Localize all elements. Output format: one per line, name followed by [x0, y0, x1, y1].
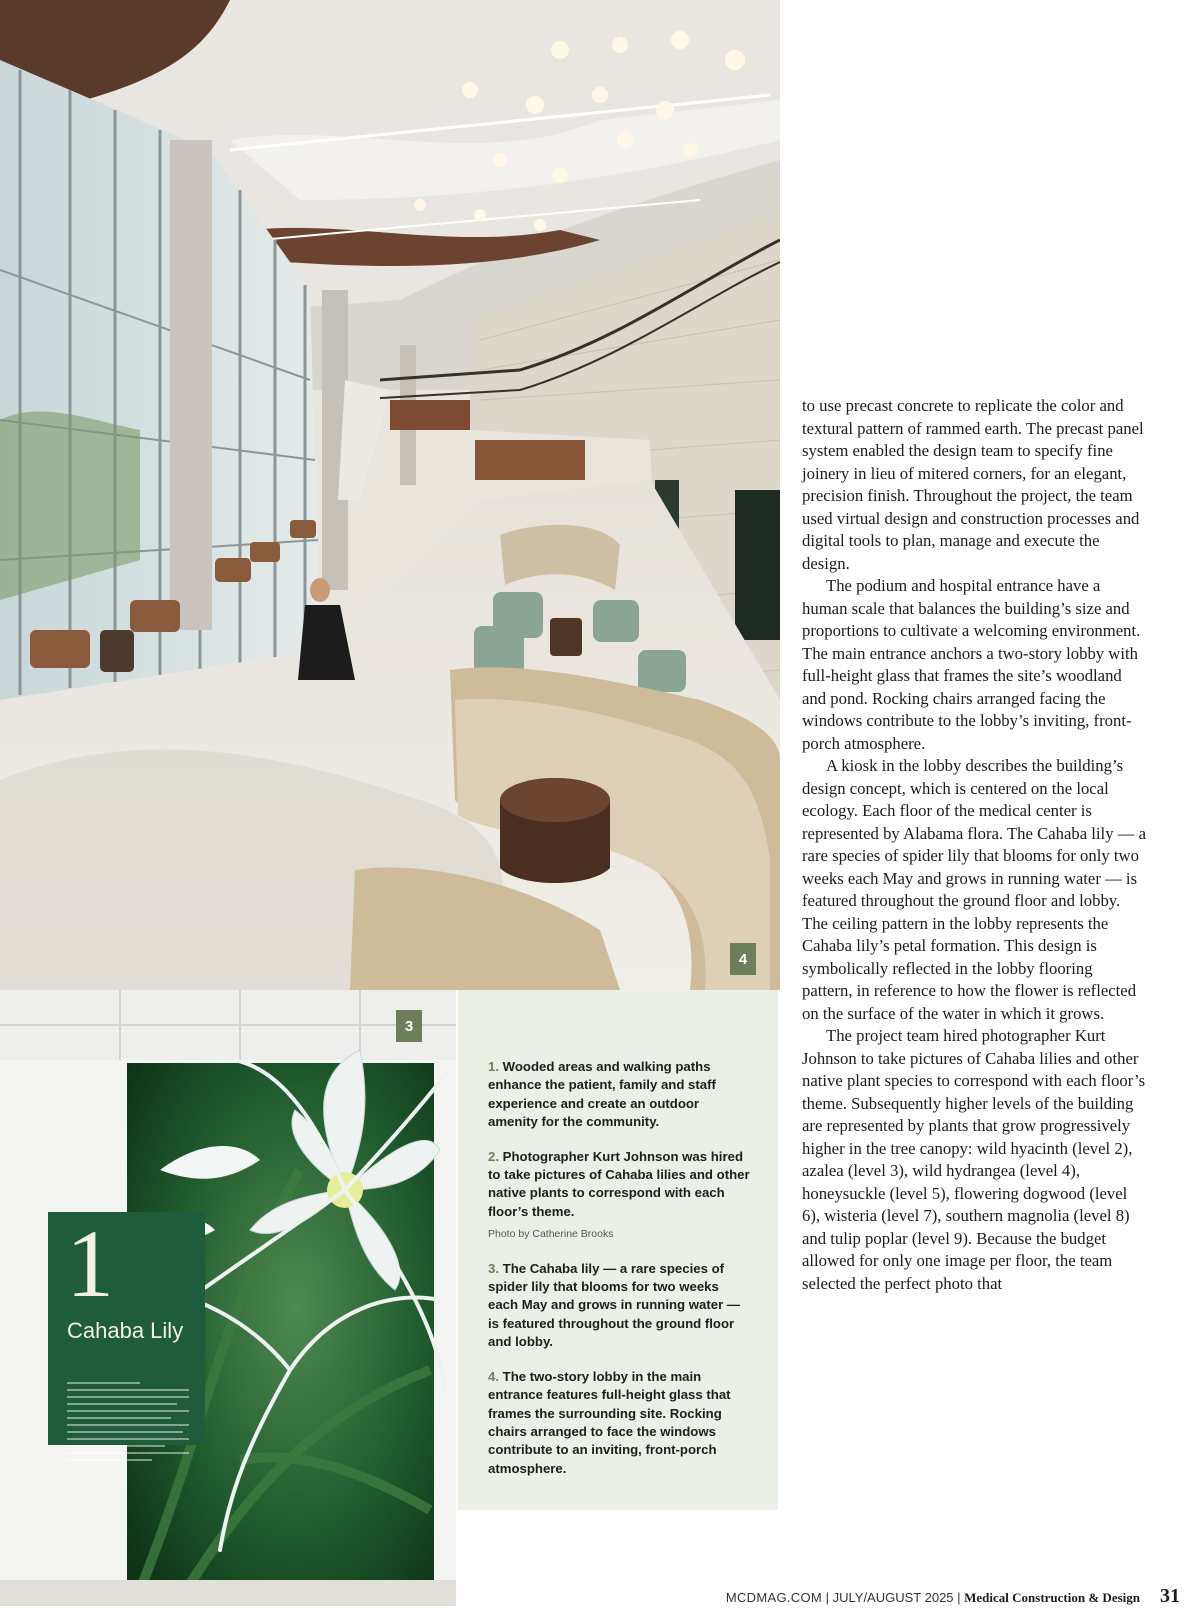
floor-sign [48, 1212, 205, 1445]
caption [488, 1368, 750, 1478]
footer-separator: | [822, 1590, 833, 1605]
caption-list [488, 1058, 750, 1494]
caption-number: 4. [488, 1368, 499, 1384]
page-number: 31 [1160, 1585, 1180, 1607]
caption-number: 1. [488, 1059, 499, 1074]
footer-separator: | [953, 1590, 965, 1605]
lobby-illustration [0, 0, 780, 990]
caption-text: The Cahaba lily — a rare species of spider lily that blooms for two weeks each May and grows in running water — is featured throughout the ground floor and lobby. [488, 1260, 741, 1350]
caption-number: 3. [488, 1260, 499, 1276]
caption [488, 1058, 750, 1132]
article-paragraph: The podium and hospital entrance have a human scale that balances the building’s size and proportions to cultivate a welcoming environment. The main entrance anchors a two-story lobby with full-height glass that frames the site’s woodland and pond. Rocking chairs arranged facing the windows contribute to the lobby’s inviting, front-porch atmosphere. [802, 576, 1141, 753]
photo-number-badge: 4 [730, 943, 756, 975]
caption-box [458, 990, 778, 1510]
photo-credit: Photo by Catherine Brooks [488, 1228, 614, 1241]
footer-magazine: Medical Construction & Design [964, 1590, 1140, 1605]
sign-text-block [67, 1382, 189, 1466]
folio-line [726, 1590, 1140, 1606]
lobby-photo [0, 0, 780, 990]
sign-plant-name: Cahaba Lily [67, 1318, 184, 1343]
caption-text: The two-story lobby in the main entrance features full-height glass that frames the surrounding site. Rocking chairs arranged to face the windows contribute to an inviting, front-porch atmosphere. [488, 1368, 731, 1476]
footer-issue: JULY/AUGUST 2025 [832, 1590, 954, 1605]
article-paragraph: The project team hired photographer Kurt Johnson to take pictures of Cahaba lilies and other native plant species to correspond with each floor’s theme. Subsequently higher levels of the building are represented by plants that grow progressively higher in the tree canopy: wild hyacinth (level 2), azalea (level 3), wild hydrangea (level 4), honeysuckle (level 5), flowering dogwood (level 6), wisteria (level 7), southern magnolia (level 8) and tulip poplar (level 9). Because the budget allowed for only one image per floor, the team selected the perfect photo that [802, 1026, 1146, 1293]
footer-site: MCDMAG.COM [725, 1590, 823, 1605]
article-column [802, 395, 1147, 1295]
caption-text: Photographer Kurt Johnson was hired to take pictures of Cahaba lilies and other native plants to correspond with each floor’s theme. [488, 1148, 750, 1219]
caption [488, 1260, 750, 1352]
article-paragraph: A kiosk in the lobby describes the building’s design concept, which is centered on the local ecology. Each floor of the medical center is represented by Alabama flora. The Cahaba lily — a rare species of spider lily that blooms for only two weeks each May and grows in running water — is featured throughout the ground floor and lobby. The ceiling pattern in the lobby represents the Cahaba lily’s petal formation. This design is symbolically reflected in the lobby flooring pattern, in reference to how the flower is reflected on the surface of the water in which it grows. [802, 756, 1146, 1023]
page-footer [600, 1585, 1180, 1610]
photo-number-badge: 3 [396, 1010, 422, 1042]
sign-floor-number: 1 [66, 1210, 114, 1317]
caption-text: Wooded areas and walking paths enhance the patient, family and staff experience and create an outdoor amenity for the community. [488, 1059, 716, 1130]
article-paragraph: to use precast concrete to replicate the color and textural pattern of rammed earth. The precast panel system enabled the design team to specify fine joinery in lieu of mitered corners, for an elegant, precision finish. Throughout the project, the team used virtual design and construction processes and digital tools to plan, manage and execute the design. [802, 396, 1144, 573]
caption-number: 2. [488, 1148, 499, 1164]
caption [488, 1148, 750, 1244]
